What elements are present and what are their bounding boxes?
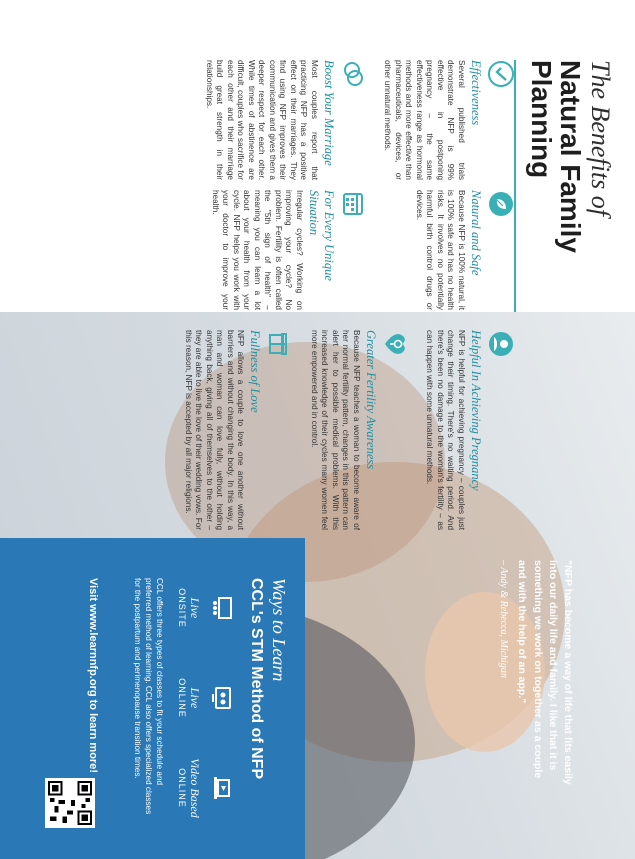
mode-sublabel: ONLINE	[177, 768, 187, 808]
ways-heading: Ways to Learn	[269, 578, 289, 682]
ways-subheading: CCL's STM Method of NFP	[248, 578, 265, 780]
mode-live-onsite	[177, 568, 235, 648]
benefit-effectiveness	[382, 60, 515, 180]
benefit-text: Because NFP teaches a woman to become aware of her normal fertility pattern, changes in this pattern can alert her to possible medical problems. With this increased knowledge of their cycles many women feel more empowered and in control.	[310, 330, 361, 530]
ways-to-learn-panel	[0, 538, 305, 859]
mode-sublabel: ONLINE	[177, 678, 187, 718]
mode-label: Live	[188, 597, 202, 619]
baby-icon	[487, 330, 515, 358]
title-line-3: Planning	[525, 60, 557, 179]
quote-attribution: – Andy & Rebecca, Michigan	[498, 560, 510, 678]
testimonial-quote	[496, 560, 575, 790]
benefit-heading: Fullness of Love	[248, 330, 263, 413]
mode-live-online	[177, 658, 235, 738]
benefit-fullness-love	[183, 330, 295, 530]
benefit-text: Most couples report that practicing NFP has a positive effect on their marriages. They find using NFP improves their communication and gives them a deeper respect for each other. While times of abstinence are difficult, couples who sacrifice for each other and their marriage build great strength in their relationships.	[205, 60, 319, 180]
benefit-heading: Effectiveness	[469, 60, 483, 126]
mode-label: Video Based	[188, 758, 202, 818]
gift-icon	[267, 330, 295, 358]
benefit-text: Because NFP is 100% natural, it is 100% safe and has no health risks. It involves no potentially harmful birth control drugs or devices.	[415, 190, 466, 310]
classroom-icon	[205, 595, 222, 621]
benefit-text: NFP allows a couple to love one another without barriers and without changing the body. In this way, a man and woman can love fully, without holding anything back, giving all of themselves to the other – they are able to live the love of their wedding vows. For this reason, NFP is accepted by all major religions.	[184, 330, 246, 530]
benefit-natural-safe	[382, 190, 515, 310]
benefits-column-2	[169, 330, 516, 530]
benefit-heading: Boost Your Marriage	[322, 60, 336, 166]
rings-icon	[340, 60, 368, 88]
checkmark-icon	[487, 60, 515, 88]
qr-code-icon[interactable]	[45, 778, 95, 828]
benefit-text: NFP is helpful for achieving pregnancy – couples just change their timing. There's no waiting period. And there's been no damage to the woman's fertility – as can happen with some unnatural methods.	[425, 330, 466, 530]
benefit-text: Irregular cycles? Working on improving your cycle? No problem. Fertility is often called the "5th sign of health" – meaning you can learn a lot about your health from your cycle. NFP helps you work with your doctor to improve your health.	[211, 190, 304, 310]
quote-text: "NFP has become a way of life that fits easily into our daily life and family. I like that it is something we work on together as a couple and with the help of an app."	[516, 560, 574, 785]
venus-heart-icon	[382, 330, 410, 358]
title-line-2: Natural Family	[555, 60, 586, 253]
benefit-text: Several published trials demonstrate NFP is 99% effective in postponing pregnancy – the same effectiveness range as hormonal methods and more effective than pharmaceuticals, devices, or other unnatural methods.	[383, 60, 466, 180]
benefit-heading: Greater Fertility Awareness	[364, 330, 378, 470]
mode-label: Live	[188, 687, 202, 709]
leaf-icon	[487, 190, 515, 218]
laptop-icon	[205, 775, 222, 801]
benefit-heading: For Every Unique Situation	[307, 190, 336, 281]
title-line-1: The Benefits of	[586, 60, 615, 216]
benefit-boost-marriage	[204, 60, 369, 180]
benefit-heading: Helpful In Achieving Pregnancy	[469, 330, 483, 491]
benefit-awareness	[309, 330, 411, 530]
calendar-icon	[340, 190, 368, 218]
benefit-unique-situation	[204, 190, 369, 310]
benefit-heading: Natural and Safe	[469, 190, 483, 276]
benefits-column-1	[190, 60, 516, 310]
mode-video-online	[177, 748, 235, 828]
video-call-icon	[205, 685, 222, 711]
ways-body: CCL offers three types of classes to fit your schedule and preferred method of learning. CCL also offers specialized classes for the postpartum and perimenopause transition times.	[132, 578, 164, 815]
visit-link[interactable]: Visit www.learnnfp.org to learn more!	[87, 578, 99, 773]
benefit-achieving	[424, 330, 515, 530]
mode-sublabel: ONSITE	[177, 588, 187, 628]
